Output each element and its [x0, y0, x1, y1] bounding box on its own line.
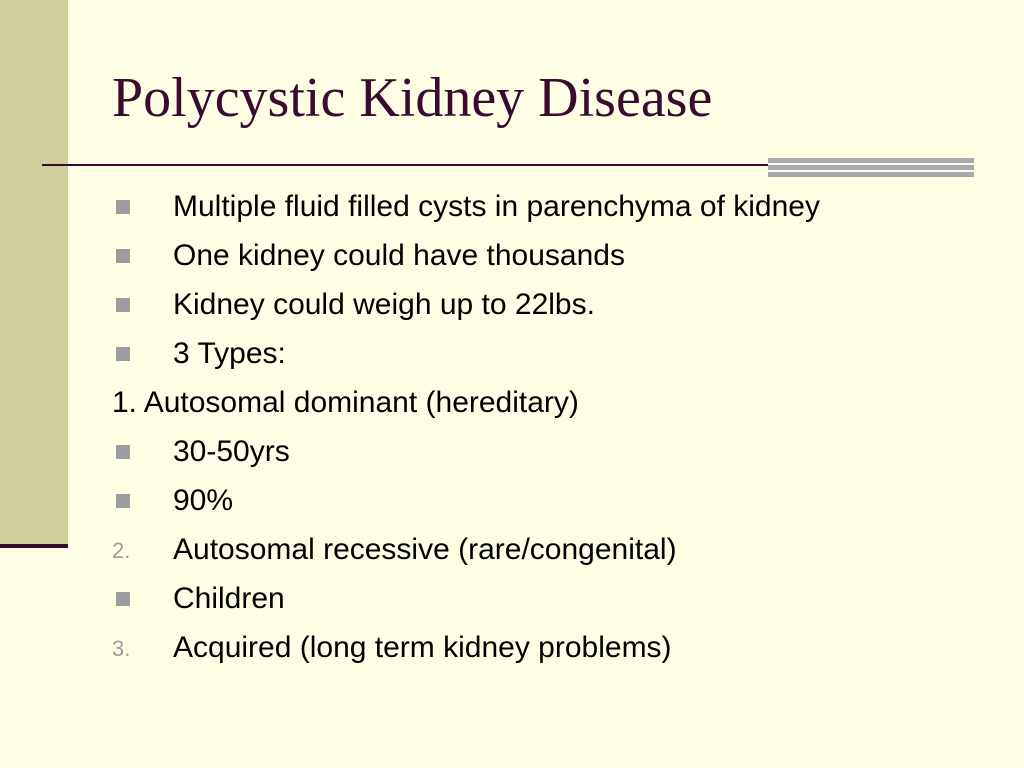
square-bullet-icon [116, 347, 130, 361]
bullet-text: Multiple fluid filled cysts in parenchyma of kidney [173, 190, 820, 223]
list-item-plain [112, 383, 579, 423]
square-bullet-icon [116, 445, 130, 459]
side-decoration-rule [0, 544, 68, 548]
accent-stripe-bar [768, 158, 974, 178]
side-decoration-bar [0, 0, 68, 548]
bullet-text: 3 Types: [173, 337, 286, 370]
list-number: 2. [112, 538, 131, 563]
numbered-text: Acquired (long term kidney problems) [173, 631, 672, 664]
square-bullet-icon [116, 249, 130, 263]
numbered-text: 1. Autosomal dominant (hereditary) [112, 386, 579, 419]
bullet-text: 30-50yrs [173, 435, 290, 468]
square-bullet-icon [116, 592, 130, 606]
square-bullet-icon [116, 494, 130, 508]
square-bullet-icon [116, 200, 130, 214]
bullet-text: Kidney could weigh up to 22lbs. [173, 288, 595, 321]
bullet-text: One kidney could have thousands [173, 239, 625, 272]
square-bullet-icon [116, 298, 130, 312]
list-number: 3. [112, 636, 131, 661]
bullet-text: 90% [173, 484, 234, 517]
numbered-text: Autosomal recessive (rare/congenital) [173, 533, 677, 566]
slide-title: Polycystic Kidney Disease [112, 67, 713, 129]
bullet-text: Children [173, 582, 285, 615]
